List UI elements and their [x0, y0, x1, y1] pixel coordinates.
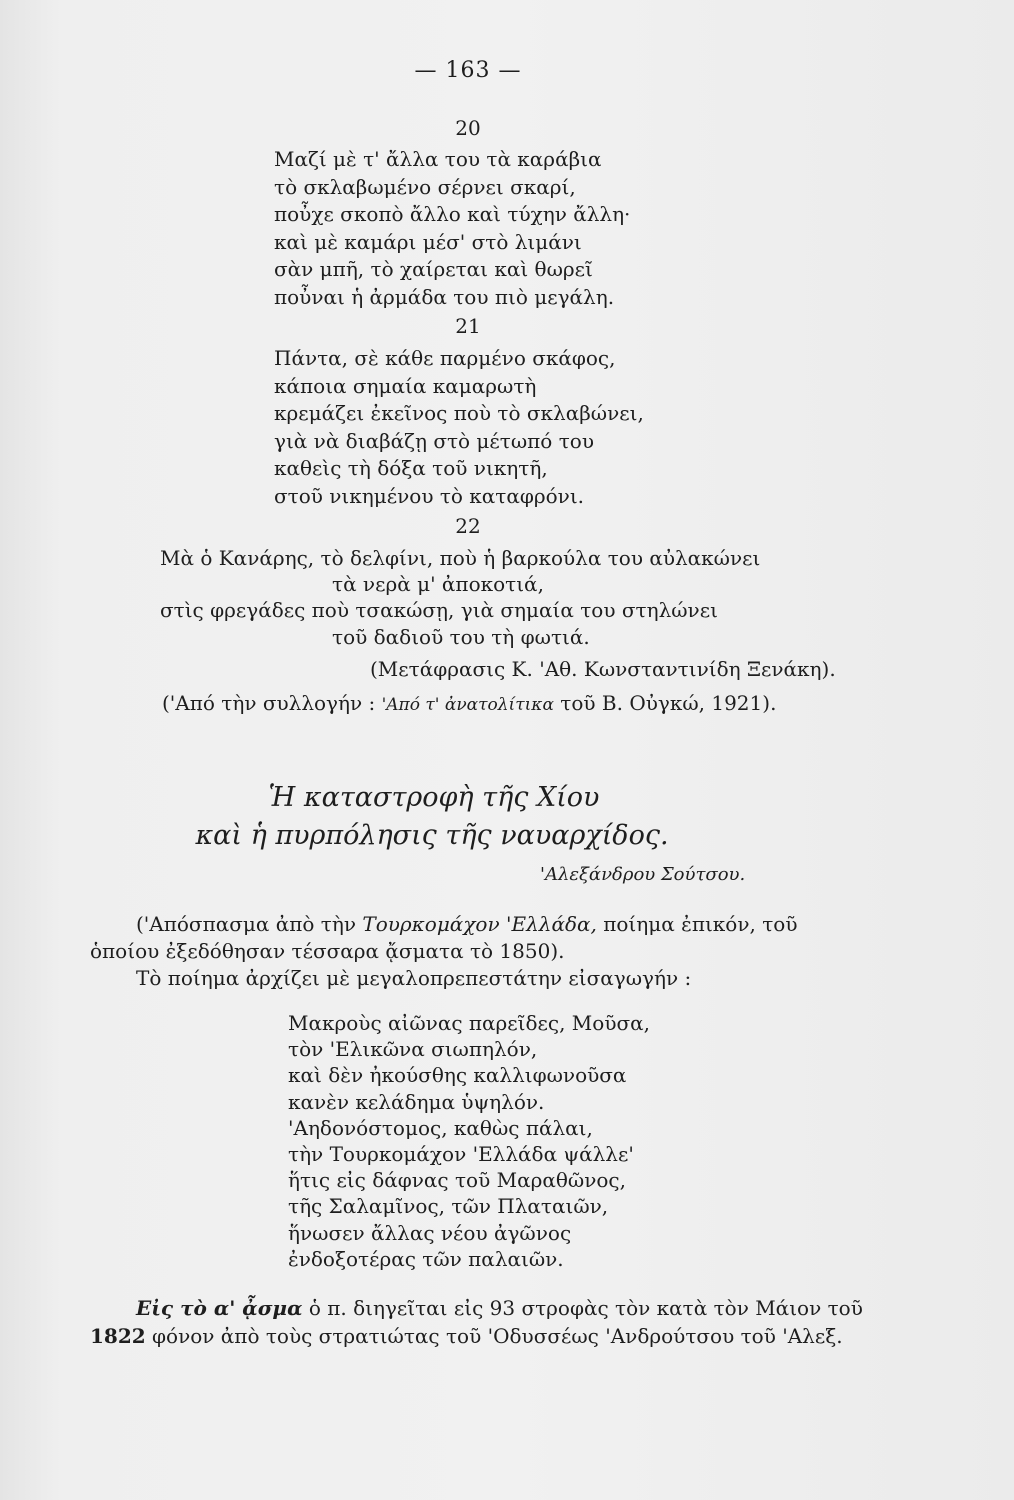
poem-line: 'Αηδονόστομος, καθὼς πάλαι,	[288, 1115, 593, 1140]
verse-line: καθεὶς τὴ δόξα τοῦ νικητῆ,	[274, 456, 548, 481]
source-prefix: ('Από τὴν συλλογήν :	[162, 691, 376, 715]
stanza-number-21: 21	[455, 314, 481, 338]
verse-line: γιὰ νὰ διαβάζῃ στὸ μέτωπό του	[274, 428, 594, 453]
verse-line: Πάντα, σὲ κάθε παρμένο σκάφος,	[274, 346, 616, 370]
excerpt-note-line-1	[136, 912, 798, 936]
verse-line: τοῦ δαδιοῦ του τὴ φωτιά.	[332, 625, 590, 649]
verse-line: στὶς φρεγάδες ποὺ τσακώσῃ, γιὰ σημαία του στηλώνει	[160, 598, 718, 622]
year: 1822	[90, 1324, 146, 1348]
poem-line: καὶ δὲν ἠκούσθης καλλιφωνοῦσα	[288, 1063, 627, 1088]
source-suffix: τοῦ Β. Οὐγκώ, 1921).	[560, 691, 777, 715]
poem-line: τῆς Σαλαμῖνος, τῶν Πλαταιῶν,	[288, 1194, 609, 1219]
source-title: 'Από τ' ἀνατολίτικα	[381, 695, 554, 715]
stanza-number-22: 22	[455, 514, 481, 538]
poem-line: Μακροὺς αἰῶνας παρεῖδες, Μοῦσα,	[288, 1011, 651, 1035]
verse-line: ποὖχε σκοπὸ ἄλλο καὶ τύχην ἄλλη·	[274, 202, 631, 227]
poem-line: τὸν 'Ελικῶνα σιωπηλόν,	[288, 1037, 538, 1062]
stanza-20	[274, 146, 630, 312]
stanza-21	[274, 345, 644, 511]
verse-line: κρεμάζει ἐκεῖνος ποὺ τὸ σκλαβώνει,	[274, 401, 644, 426]
poem-line: ἐνδοξοτέρας τῶν παλαιῶν.	[288, 1246, 564, 1271]
translation-credit: (Μετάφρασις Κ. 'Αθ. Κωνσταντινίδη Ξενάκη).	[370, 657, 836, 681]
excerpt-text: ('Απόσπασμα ἀπὸ τὴν	[136, 912, 356, 936]
page-number: — 163 —	[414, 58, 522, 83]
verse-line: καὶ μὲ καμάρι μέσ' στὸ λιμάνι	[274, 229, 582, 254]
stanza-number-20: 20	[455, 116, 481, 140]
source-citation	[162, 691, 776, 715]
section-heading-line-1: Ἡ καταστροφὴ τῆς Χίου	[268, 782, 600, 813]
verse-line: κάποια σημαία καμαρωτὴ	[274, 373, 537, 398]
final-paragraph-line-1	[136, 1296, 863, 1320]
verse-line: Μὰ ὁ Κανάρης, τὸ δελφίνι, ποὺ ἡ βαρκούλα του αὐλακώνει	[160, 546, 761, 570]
verse-line: Μαζί μὲ τ' ἄλλα του τὰ καράβια	[274, 147, 602, 171]
excerpt-note-line-2: ὁποίου ἐξεδόθησαν τέσσαρα ᾄσματα τὸ 1850).	[90, 939, 565, 963]
final-lead: Εἰς τὸ α' ᾆσμα	[136, 1296, 303, 1320]
poem-line: κανὲν κελάδημα ὑψηλόν.	[288, 1089, 545, 1114]
poem-line: ἥτις εἰς δάφνας τοῦ Μαραθῶνος,	[288, 1168, 626, 1193]
section-heading-line-2: καὶ ἡ πυρπόλησις τῆς ναυαρχίδος.	[195, 820, 669, 851]
verse-line: τὰ νερὰ μ' ἀποκοτιά,	[332, 572, 544, 596]
verse-line: σὰν μπῆ, τὸ χαίρεται καὶ θωρεῖ	[274, 257, 593, 282]
verse-line: τὸ σκλαβωμένο σέρνει σκαρί,	[274, 174, 576, 199]
heading-author: 'Αλεξάνδρου Σούτσου.	[540, 864, 746, 885]
final-paragraph-line-2	[90, 1324, 843, 1348]
final-text: ὁ π. διηγεῖται εἰς 93 στροφὰς τὸν κατὰ τὸν Μάιον τοῦ	[308, 1296, 863, 1320]
quoted-poem	[288, 1010, 650, 1272]
excerpt-text: ποίημα ἐπικόν, τοῦ	[603, 912, 798, 936]
work-title: Τουρκομάχον 'Ελλάδα,	[362, 912, 597, 936]
final-text: φόνον ἀπὸ τοὺς στρατιώτας τοῦ 'Οδυσσέως 'Ανδρούτσου τοῦ 'Αλεξ.	[152, 1324, 843, 1348]
poem-line: τὴν Τουρκομάχον 'Ελλάδα ψάλλε'	[288, 1142, 634, 1167]
intro-sentence: Τὸ ποίημα ἀρχίζει μὲ μεγαλοπρεπεστάτην εἰσαγωγήν :	[136, 966, 692, 990]
verse-line: στοῦ νικημένου τὸ καταφρόνι.	[274, 483, 585, 508]
verse-line: ποὖναι ἡ ἀρμάδα του πιὸ μεγάλη.	[274, 284, 615, 309]
poem-line: ἥνωσεν ἄλλας νέου ἀγῶνος	[288, 1220, 572, 1245]
